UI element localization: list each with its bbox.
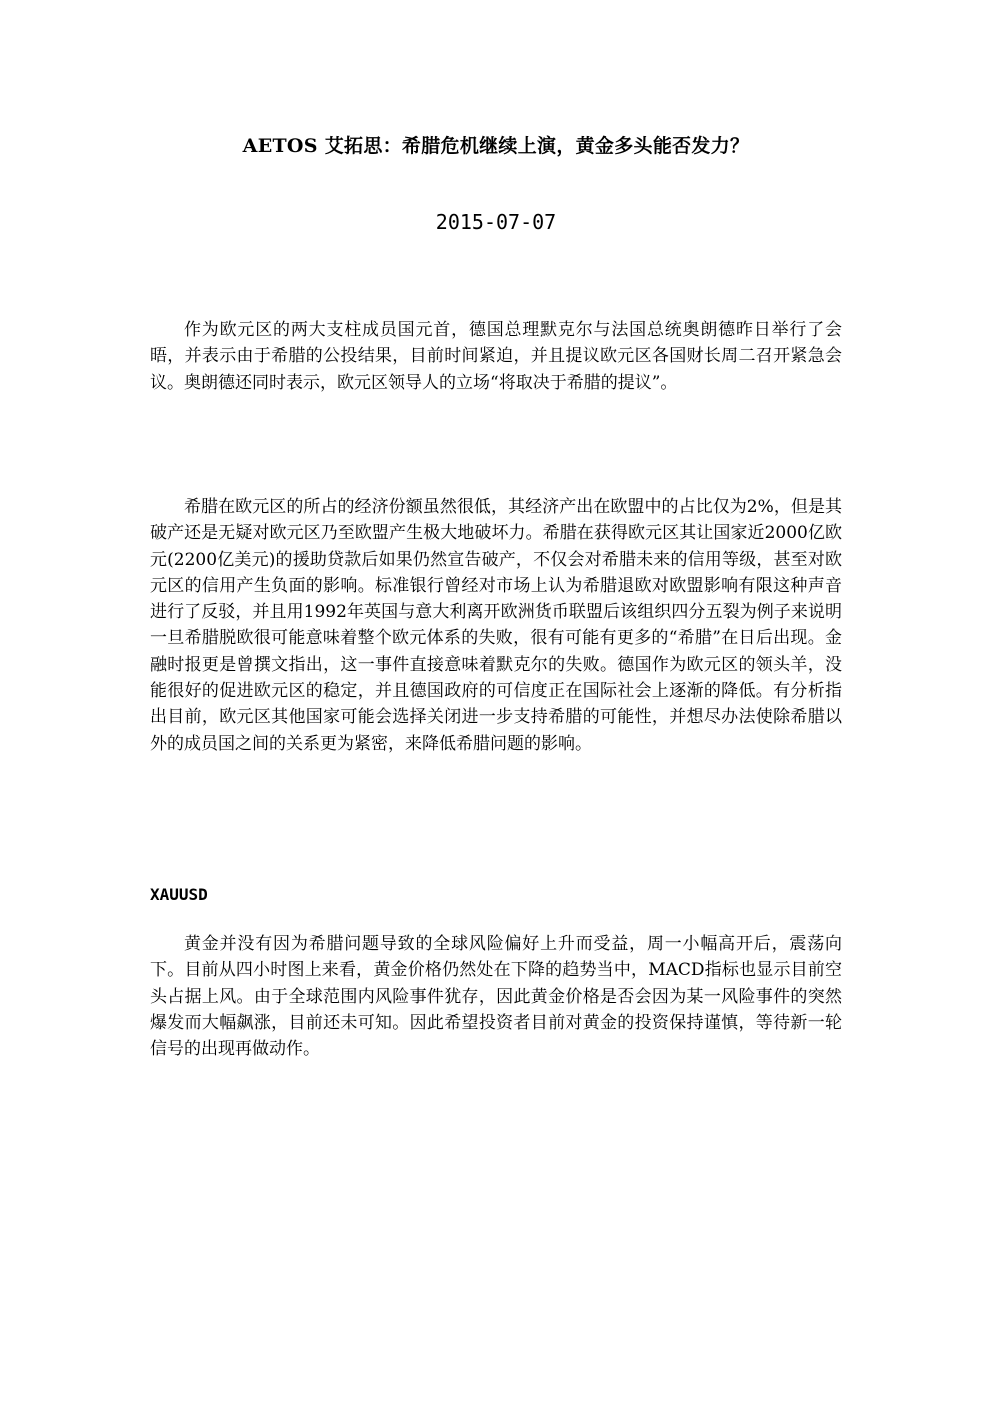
document-date: 2015-07-07 xyxy=(435,210,557,234)
paragraph-greece-economy: 希腊在欧元区的所占的经济份额虽然很低，其经济产出在欧盟中的占比仅为2%，但是其破产还是无疑对欧元区乃至欧盟产生极大地破坏力。希腊在获得欧元区其让国家近2000亿欧元(2200亿美元)的援助贷款后如果仍然宣告破产，不仅会对希腊未来的信用等级，甚至对欧元区的信用产生负面的影响。标准银行曾经对市场上认为希腊退欧对欧盟影响有限这种声音进行了反驳，并且用1992年英国与意大利离开欧洲货币联盟后该组织四分五裂为例子来说明一旦希腊脱欧很可能意味着整个欧元体系的失败，很有可能有更多的“希腊”在日后出现。金融时报更是曾撰文指出，这一事件直接意味着默克尔的失败。德国作为欧元区的领头羊，没能很好的促进欧元区的稳定，并且德国政府的可信度正在国际社会上逐渐的降低。有分析指出目前，欧元区其他国家可能会选择关闭进一步支持希腊的可能性，并想尽办法使除希腊以外的成员国之间的关系更为紧密，来降低希腊问题的影响。 xyxy=(150,497,842,754)
paragraph-merkel-hollande-meeting: 作为欧元区的两大支柱成员国元首，德国总理默克尔与法国总统奥朗德昨日举行了会晤，并表示由于希腊的公投结果，目前时间紧迫，并且提议欧元区各国财长周二召开紧急会议。奥朗德还同时表示，欧元区领导人的立场“将取决于希腊的提议”。 xyxy=(150,320,842,393)
document-title: AETOS 艾拓思：希腊危机继续上演，黄金多头能否发力？ xyxy=(242,135,750,157)
paragraph-gold-analysis: 黄金并没有因为希腊问题导致的全球风险偏好上升而受益，周一小幅高开后，震荡向下。目前从四小时图上来看，黄金价格仍然处在下降的趋势当中，MACD指标也显示目前空头占据上风。由于全球范围内风险事件犹存，因此黄金价格是否会因为某一风险事件的突然爆发而大幅飙涨，目前还未可知。因此希望投资者目前对黄金的投资保持谨慎，等待新一轮信号的出现再做动作。 xyxy=(150,934,842,1060)
section-heading-xauusd: XAUUSD xyxy=(150,885,208,904)
